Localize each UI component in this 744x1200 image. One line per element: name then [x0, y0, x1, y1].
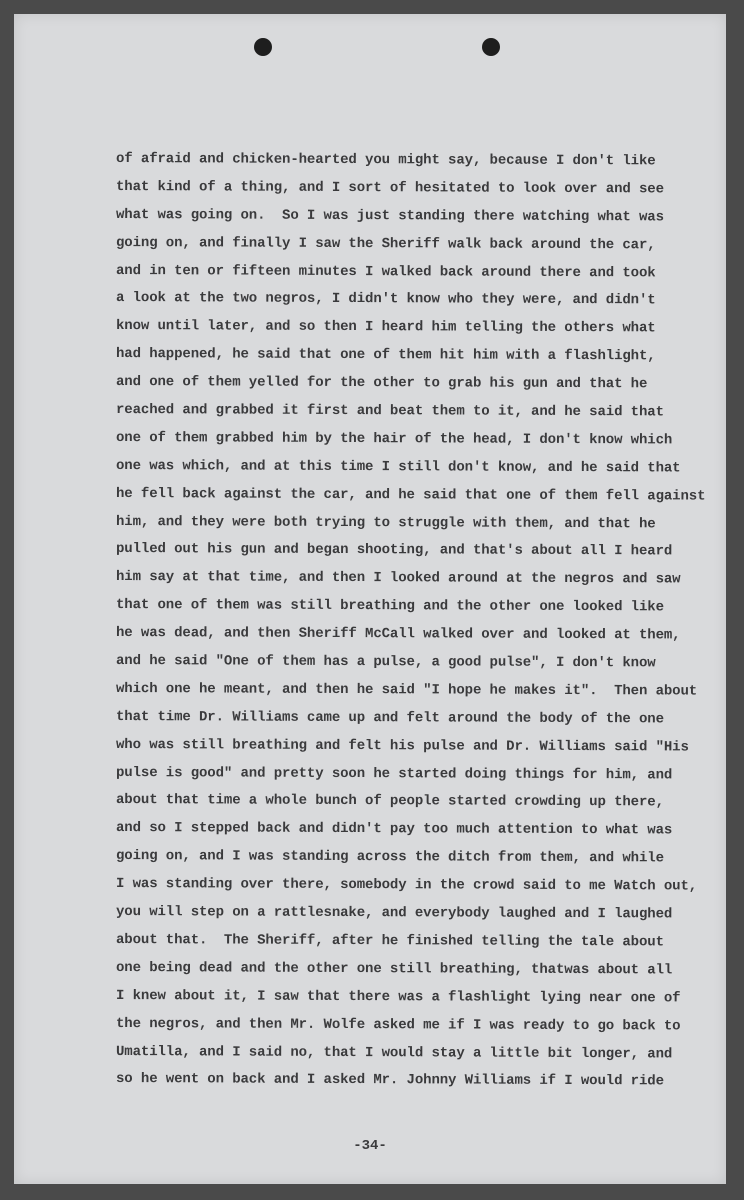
- text-line: which one he meant, and then he said "I hope he makes it". Then about: [115, 680, 698, 700]
- text-line: going on, and I was standing across the ditch from them, and while: [115, 848, 664, 867]
- text-line: him, and they were both trying to struggle with them, and that he: [115, 513, 656, 532]
- punch-hole-right: [482, 38, 500, 56]
- page-number: -34-: [353, 1138, 387, 1154]
- text-line: pulse is good" and pretty soon he started doing things for him, and: [115, 764, 673, 784]
- text-line: one being dead and the other one still breathing, thatwas about all: [115, 959, 673, 979]
- text-line: pulled out his gun and began shooting, and that's about all I heard: [115, 541, 673, 560]
- text-line: so he went on back and I asked Mr. Johnny Williams if I would ride: [115, 1071, 664, 1090]
- text-line: know until later, and so then I heard him telling the others what: [115, 318, 656, 337]
- text-line: one of them grabbed him by the hair of the head, I don't know which: [115, 429, 673, 449]
- text-line: what was going on. So I was just standing there watching what was: [115, 206, 664, 226]
- text-line: about that time a whole bunch of people started crowding up there,: [115, 792, 664, 811]
- text-line: you will step on a rattlesnake, and everybody laughed and I laughed: [115, 904, 673, 923]
- text-line: who was still breathing and felt his pulse and Dr. Williams said "His: [115, 736, 689, 756]
- text-line: going on, and finally I saw the Sheriff walk back around the car,: [115, 234, 656, 254]
- text-line: he was dead, and then Sheriff McCall walked over and looked at them,: [115, 625, 681, 644]
- document-page: [14, 14, 726, 1184]
- text-line: I knew about it, I saw that there was a flashlight lying near one of: [115, 987, 681, 1007]
- text-line: that kind of a thing, and I sort of hesitated to look over and see: [115, 178, 664, 198]
- text-line: a look at the two negros, I didn't know who they were, and didn't: [115, 290, 656, 309]
- text-line: and he said "One of them has a pulse, a good pulse", I don't know: [115, 653, 656, 672]
- text-line: Umatilla, and I said no, that I would stay a little bit longer, and: [115, 1043, 673, 1062]
- text-line: that time Dr. Williams came up and felt around the body of the one: [115, 708, 664, 728]
- text-line: he fell back against the car, and he said that one of them fell against: [115, 485, 706, 505]
- text-line: and in ten or fifteen minutes I walked back around there and took: [115, 262, 656, 281]
- text-line: I was standing over there, somebody in the crowd said to me Watch out,: [115, 876, 698, 895]
- text-line: him say at that time, and then I looked around at the negros and saw: [115, 569, 681, 588]
- typed-text-body: [116, 146, 726, 1094]
- text-line: and one of them yelled for the other to grab his gun and that he: [115, 374, 648, 393]
- text-line: that one of them was still breathing and the other one looked like: [115, 597, 664, 616]
- text-line: about that. The Sheriff, after he finished telling the tale about: [115, 931, 664, 951]
- text-line: had happened, he said that one of them hit him with a flashlight,: [115, 346, 656, 365]
- text-line: the negros, and then Mr. Wolfe asked me if I was ready to go back to: [115, 1015, 681, 1035]
- text-line: and so I stepped back and didn't pay too much attention to what was: [115, 820, 673, 839]
- text-line: reached and grabbed it first and beat them to it, and he said that: [115, 402, 664, 421]
- text-line: of afraid and chicken-hearted you might say, because I don't like: [115, 151, 656, 170]
- punch-hole-left: [254, 38, 272, 56]
- text-line: one was which, and at this time I still don't know, and he said that: [115, 457, 681, 477]
